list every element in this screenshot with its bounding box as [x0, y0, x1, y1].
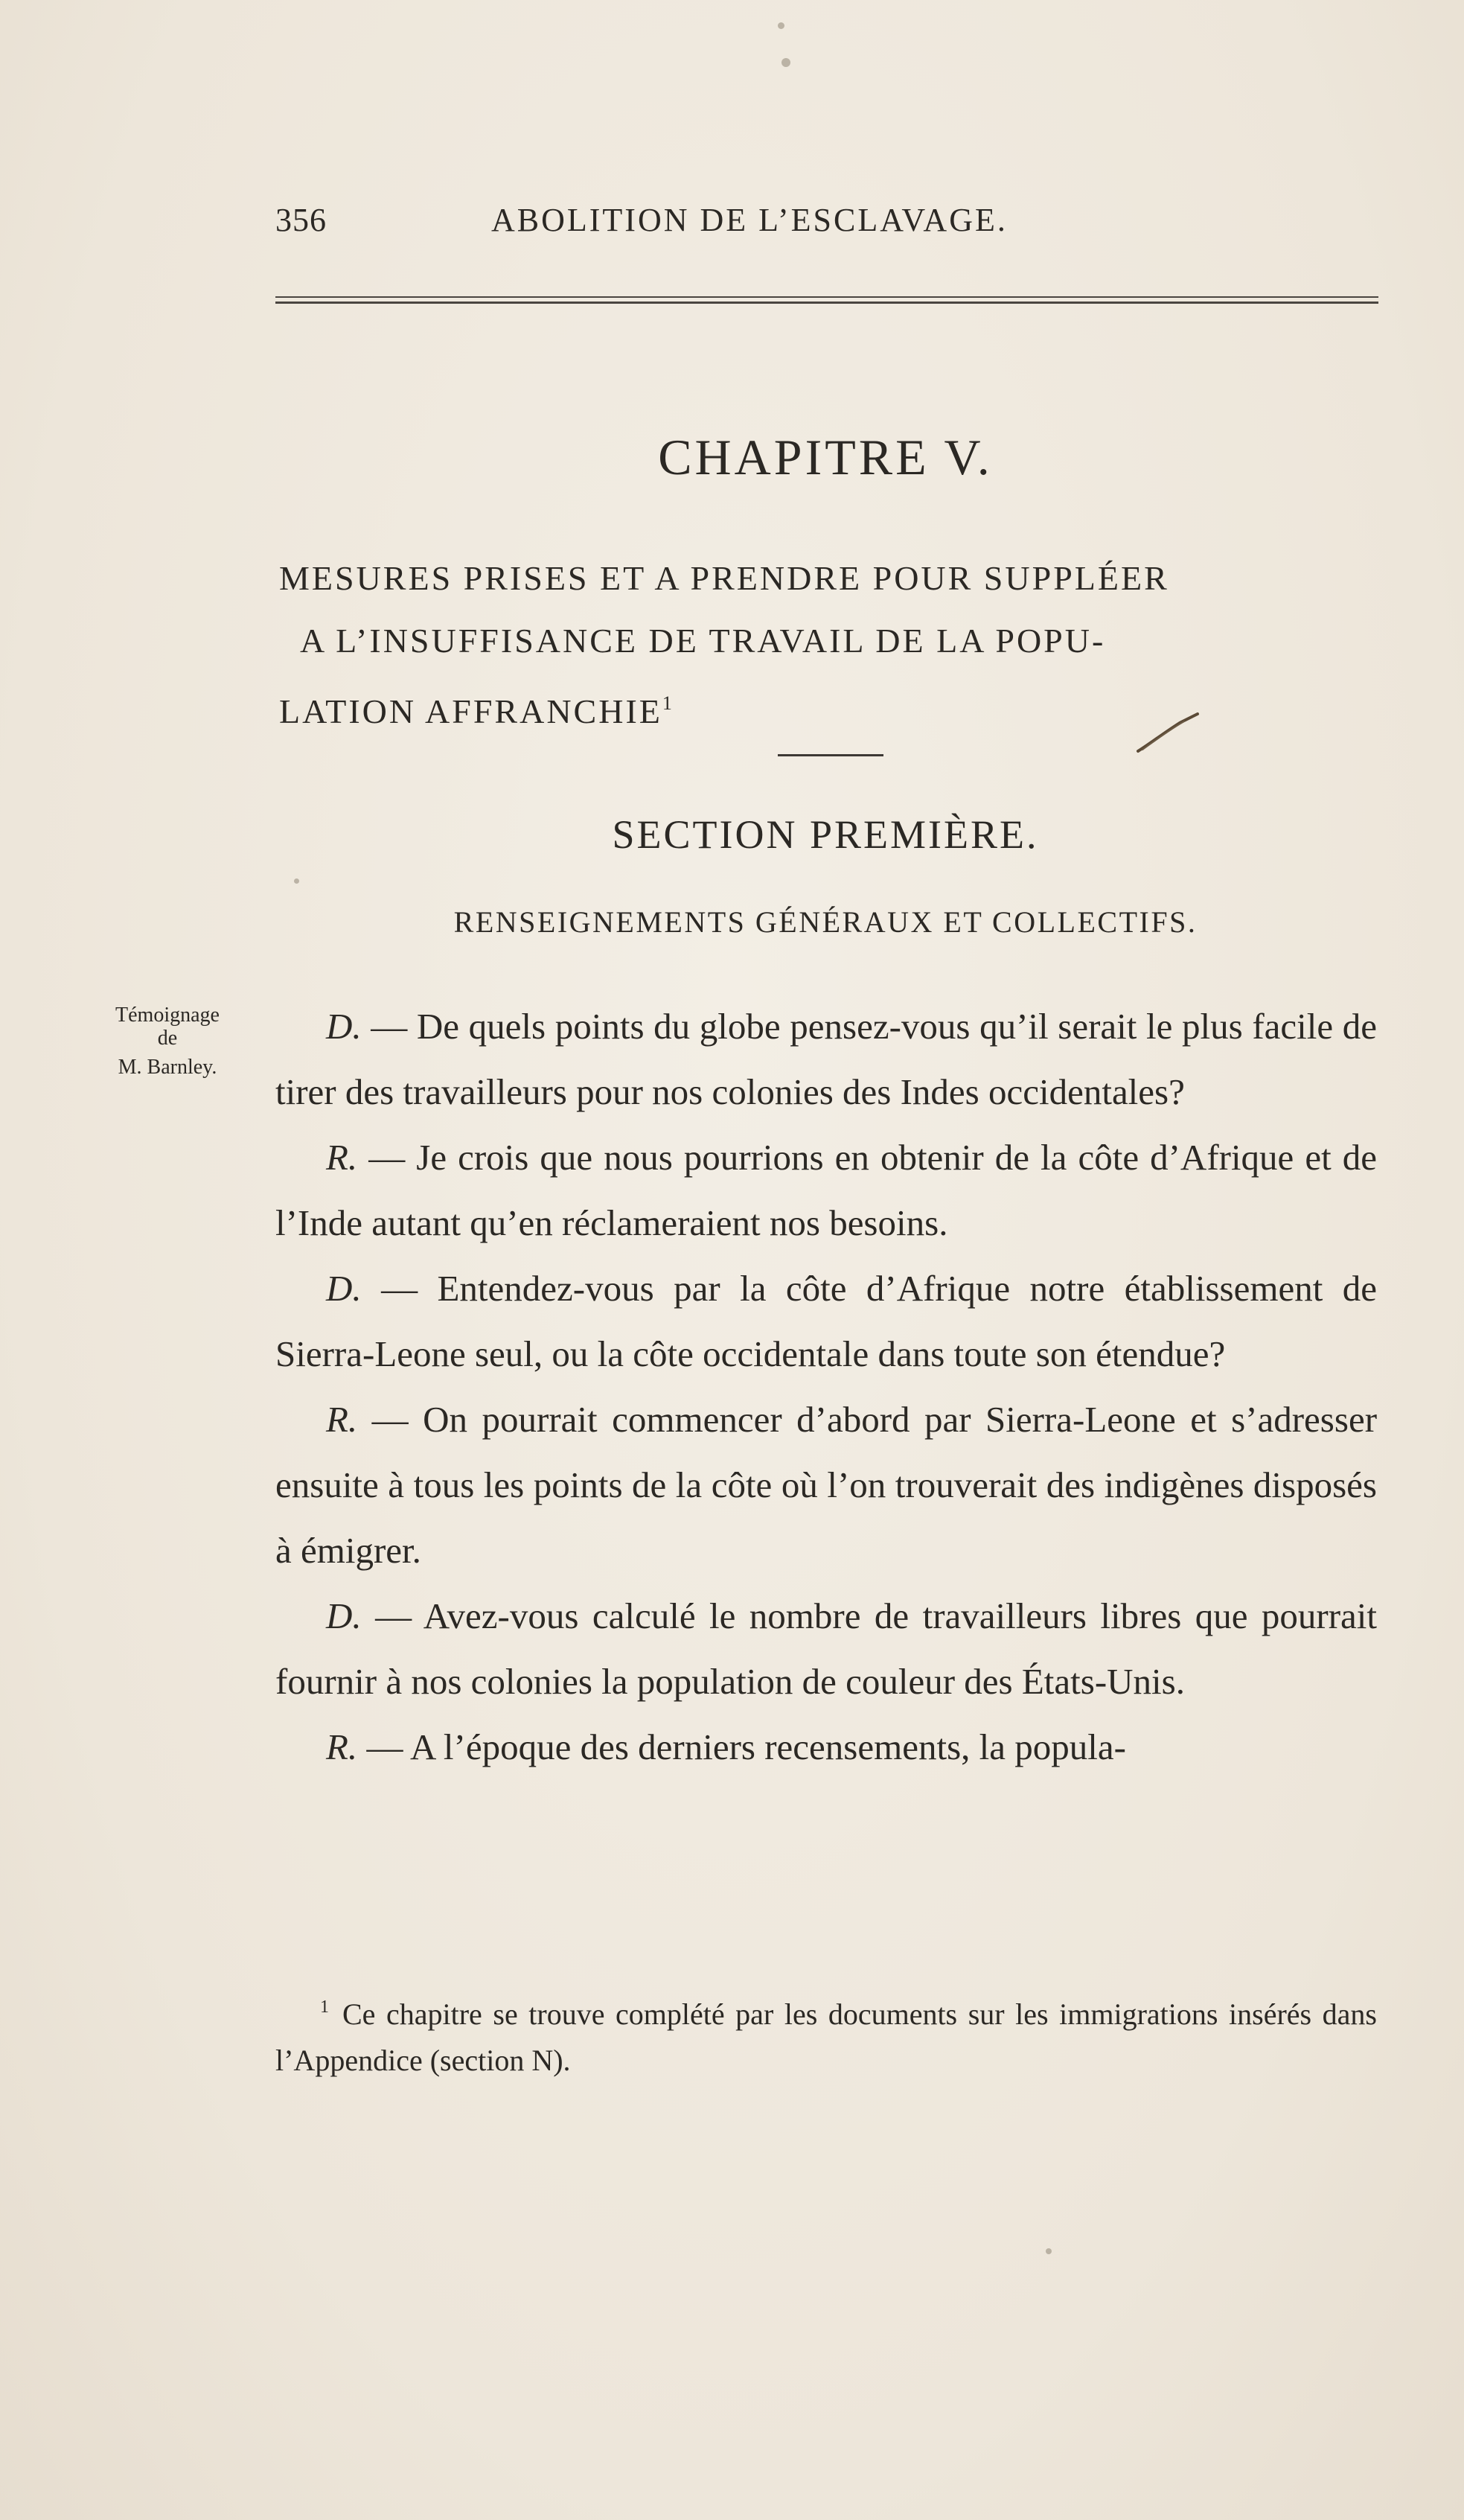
- chapter-subtitle-line: MESURES PRISES ET A PRENDRE POUR SUPPLÉER: [279, 559, 1169, 597]
- body-text: [275, 994, 1377, 1780]
- footnote-marker: 1: [320, 1997, 329, 2017]
- margin-note: [78, 1001, 257, 1082]
- chapter-subtitle-line: [279, 672, 1396, 743]
- dash: —: [357, 1399, 423, 1440]
- running-head: [275, 201, 1377, 253]
- speaker-label: D.: [326, 1268, 362, 1309]
- dialogue-paragraph: [275, 1256, 1377, 1387]
- dash: —: [361, 1268, 438, 1309]
- dialogue-text: De quels points du globe pensez-vous qu’il serait le plus facile de tirer des travailleurs pour nos colonies des Indes occidentales?: [275, 1006, 1377, 1112]
- section-subtitle: RENSEIGNEMENTS GÉNÉRAUX ET COLLECTIFS.: [453, 905, 1198, 939]
- margin-note-line: de: [157, 1027, 178, 1050]
- pencil-check-mark-icon: [1135, 711, 1202, 756]
- footnote-reference: 1: [662, 692, 672, 714]
- dash: —: [361, 1595, 423, 1636]
- dialogue-paragraph: [275, 1714, 1377, 1780]
- margin-note-line: M. Barnley.: [118, 1056, 217, 1079]
- paper-speck: [781, 58, 790, 67]
- speaker-label: D.: [326, 1006, 362, 1047]
- dash: —: [361, 1006, 417, 1047]
- dialogue-text: Entendez-vous par la côte d’Afrique notre établissement de Sierra-Leone seul, ou la côte occidentale dans toute son étendue?: [275, 1268, 1378, 1374]
- margin-note-line: Témoignage: [115, 1004, 220, 1027]
- header-double-rule: [275, 296, 1378, 304]
- paper-speck: [1046, 2248, 1052, 2254]
- dialogue-text: Je crois que nous pourrions en obtenir de la côte d’Afrique et de l’Inde autant qu’en réclameraient nos besoins.: [275, 1137, 1377, 1243]
- chapter-subtitle: [279, 547, 1396, 743]
- dash: —: [357, 1726, 410, 1767]
- speaker-label: R.: [326, 1399, 358, 1440]
- dialogue-paragraph: [275, 1125, 1377, 1256]
- footnote-paragraph: [275, 1984, 1377, 2084]
- dialogue-text: On pourrait commencer d’abord par Sierra-Leone et s’adresser ensuite à tous les points de la côte où l’on trouverait des indigènes disposés à émigrer.: [275, 1399, 1378, 1571]
- speaker-label: D.: [326, 1595, 362, 1636]
- chapter-subtitle-text: LATION AFFRANCHIE: [279, 692, 662, 730]
- chapter-title: CHAPITRE V.: [658, 429, 993, 485]
- dialogue-text: A l’époque des derniers recensements, la popula-: [409, 1726, 1126, 1767]
- dialogue-paragraph: [275, 994, 1377, 1125]
- chapter-subtitle-line: A L’INSUFFISANCE DE TRAVAIL DE LA POPU-: [300, 622, 1106, 660]
- dash: —: [357, 1137, 417, 1178]
- page-number: 356: [275, 202, 327, 238]
- paper-speck: [778, 22, 784, 29]
- dialogue-paragraph: [275, 1387, 1377, 1583]
- running-title: ABOLITION DE L’ESCLAVAGE.: [491, 202, 1008, 238]
- dialogue-text: Avez-vous calculé le nombre de travailleurs libres que pourrait fournir à nos colonies la population de couleur des États-Unis.: [275, 1595, 1377, 1702]
- section-separator-rule: [778, 754, 883, 756]
- dialogue-paragraph: [275, 1583, 1377, 1714]
- footnote: [275, 1984, 1377, 2084]
- section-title: SECTION PREMIÈRE.: [612, 812, 1039, 857]
- speaker-label: R.: [326, 1137, 358, 1178]
- footnote-text: Ce chapitre se trouve complété par les documents sur les immigrations insérés dans l’Appendice (section N).: [275, 1997, 1377, 2077]
- paper-speck: [294, 878, 299, 884]
- speaker-label: R.: [326, 1726, 358, 1767]
